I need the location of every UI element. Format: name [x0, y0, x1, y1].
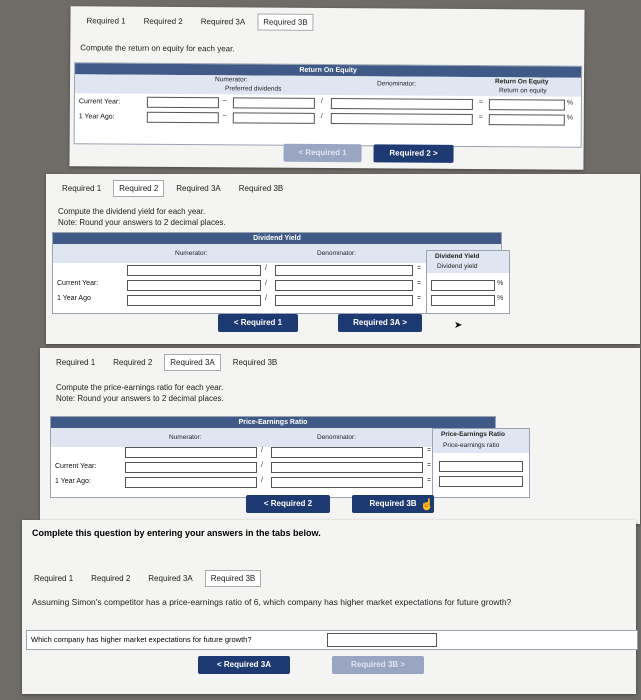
tab-required-2[interactable]: Required 2 — [107, 354, 158, 371]
divide-sign: / — [320, 97, 323, 105]
denominator-input-current[interactable] — [331, 98, 473, 110]
pe-result-current[interactable] — [439, 461, 523, 472]
tab-required-3a[interactable]: Required 3A — [170, 180, 226, 197]
answer-label: Which company has higher market expectations for future growth? — [31, 635, 252, 644]
divide-sign: / — [265, 265, 267, 272]
numerator-label: Numerator: — [169, 434, 202, 441]
instruction-line-1: Compute the dividend yield for each year. — [58, 207, 206, 216]
tab-required-3a[interactable]: Required 3A — [142, 570, 198, 587]
tab-bar — [28, 570, 261, 587]
numerator-input-current[interactable] — [127, 265, 261, 276]
table-subheader — [75, 74, 581, 97]
next-button[interactable]: Required 3B — [352, 495, 434, 513]
pe-ratio-table — [50, 416, 496, 498]
instruction: Compute the return on equity for each year. — [80, 43, 235, 54]
numerator-label: Numerator: — [215, 76, 248, 84]
cursor-icon: ➤ — [454, 320, 463, 331]
equals-sign: = — [417, 280, 422, 287]
numerator-sub: Preferred dividends — [224, 85, 282, 93]
equals-sign: = — [478, 99, 484, 107]
result-header: Dividend Yield — [435, 253, 480, 260]
numerator-input-prior[interactable] — [125, 462, 257, 473]
tab-required-2[interactable]: Required 2 — [138, 13, 189, 30]
equals-sign: = — [427, 462, 432, 469]
question-text: Assuming Simon's competitor has a price-earnings ratio of 6, which company has higher market expectations for future growth? — [32, 597, 512, 607]
result-sub: Return on equity — [498, 87, 547, 95]
denominator-input-prior-2[interactable] — [275, 295, 413, 306]
equals-sign: = — [427, 447, 432, 454]
tab-required-1[interactable]: Required 1 — [28, 570, 79, 587]
row-current-year: Current Year: — [55, 463, 97, 470]
numerator-input-prior-2[interactable] — [127, 295, 261, 306]
numerator-input-current[interactable] — [125, 447, 257, 458]
equals-sign: = — [427, 477, 432, 484]
numerator-input-prior[interactable] — [127, 280, 261, 291]
roe-result-current[interactable] — [489, 99, 565, 111]
divide-sign: / — [265, 280, 267, 287]
denominator-input-current[interactable] — [271, 447, 423, 458]
tab-required-1[interactable]: Required 1 — [56, 180, 107, 197]
next-button[interactable]: Required 3A > — [338, 314, 422, 332]
minus-sign: – — [222, 97, 227, 105]
result-header: Return On Equity — [495, 78, 549, 86]
equals-sign: = — [417, 265, 422, 272]
tab-required-3b[interactable]: Required 3B — [257, 14, 314, 31]
result-header-box — [427, 251, 509, 273]
tab-required-3a[interactable]: Required 3A — [195, 13, 252, 30]
tab-required-3b[interactable]: Required 3B — [227, 354, 283, 371]
divide-sign: / — [320, 112, 323, 120]
question-heading: Complete this question by entering your answers in the tabs below. — [32, 528, 321, 538]
denominator-input-prior[interactable] — [331, 113, 473, 125]
numerator-input-current[interactable] — [147, 97, 219, 109]
pe-ratio-result — [432, 428, 530, 498]
numerator-input-prior[interactable] — [147, 112, 219, 124]
prev-button[interactable]: < Required 1 — [283, 144, 361, 163]
note-line: Note: Round your answers to 2 decimal places. — [56, 394, 224, 403]
pe-ratio-panel — [40, 348, 640, 524]
equals-sign: = — [478, 114, 483, 122]
percent-sign: % — [497, 295, 504, 302]
answer-input[interactable] — [327, 633, 437, 647]
tab-required-1[interactable]: Required 1 — [80, 12, 131, 29]
denominator-label: Denominator: — [377, 80, 417, 88]
tab-bar — [56, 180, 289, 197]
table-subheader — [51, 428, 495, 447]
denominator-label: Denominator: — [317, 434, 357, 441]
divide-sign: / — [261, 477, 263, 484]
answer-row — [26, 630, 638, 650]
numerator-input-prior-2[interactable] — [125, 477, 257, 488]
numerator-label: Numerator: — [175, 250, 208, 257]
tab-required-3a[interactable]: Required 3A — [164, 354, 220, 371]
roe-panel — [69, 6, 584, 170]
percent-sign: % — [497, 280, 504, 287]
dividend-yield-result — [426, 250, 510, 314]
row-prior-year: 1 Year Ago: — [55, 478, 91, 485]
table-title: Return On Equity — [75, 63, 581, 78]
prev-button[interactable]: < Required 1 — [218, 314, 298, 332]
tab-required-3b[interactable]: Required 3B — [205, 570, 261, 587]
instruction — [58, 206, 226, 228]
row-current-year: Current Year: — [57, 280, 99, 287]
instruction — [56, 382, 224, 404]
required-3b-panel — [22, 520, 636, 694]
pe-result-prior[interactable] — [439, 476, 523, 487]
minus-sign: – — [222, 112, 227, 120]
row-prior-year: 1 Year Ago: — [78, 113, 115, 121]
divide-sign: / — [261, 447, 263, 454]
divide-sign: / — [261, 462, 263, 469]
tab-bar — [80, 12, 313, 31]
result-sub: Dividend yield — [437, 263, 478, 270]
denominator-input-prior[interactable] — [271, 462, 423, 473]
denominator-input-prior[interactable] — [275, 280, 413, 291]
roe-result-prior[interactable] — [489, 114, 565, 126]
table-title: Dividend Yield — [53, 233, 501, 244]
prev-button[interactable]: < Required 2 — [246, 495, 330, 513]
prev-button[interactable]: < Required 3A — [198, 656, 290, 674]
divide-sign: / — [265, 295, 267, 302]
next-button[interactable]: Required 2 > — [373, 144, 453, 163]
result-sub: Price-earnings ratio — [443, 442, 500, 449]
dividend-yield-result-current[interactable] — [431, 280, 495, 291]
denominator-input-prior-2[interactable] — [271, 477, 423, 488]
instruction-line-1: Compute the price-earnings ratio for each year. — [56, 383, 224, 392]
dividend-yield-panel — [46, 174, 640, 344]
result-header-box — [433, 429, 529, 453]
tab-required-3b[interactable]: Required 3B — [233, 180, 289, 197]
row-current-year: Current Year: — [78, 98, 121, 106]
preferred-dividends-input-prior[interactable] — [233, 112, 315, 124]
tab-required-2[interactable]: Required 2 — [85, 570, 136, 587]
dividend-yield-result-prior[interactable] — [431, 295, 495, 306]
tab-required-1[interactable]: Required 1 — [50, 354, 101, 371]
denominator-label: Denominator: — [317, 250, 357, 257]
equals-sign: = — [417, 295, 422, 302]
roe-table — [74, 62, 583, 148]
denominator-input-current[interactable] — [275, 265, 413, 276]
result-header: Price-Earnings Ratio — [441, 431, 505, 438]
table-title: Price-Earnings Ratio — [51, 417, 495, 428]
tab-bar — [50, 354, 283, 371]
percent-sign: % — [566, 114, 574, 122]
preferred-dividends-input-current[interactable] — [233, 97, 315, 109]
tab-required-2[interactable]: Required 2 — [113, 180, 164, 197]
note-line: Note: Round your answers to 2 decimal places. — [58, 218, 226, 227]
hand-cursor-icon: ☝ — [420, 499, 434, 511]
next-button[interactable]: Required 3B > — [332, 656, 424, 674]
row-prior-year: 1 Year Ago — [57, 295, 91, 302]
percent-sign: % — [566, 99, 574, 107]
